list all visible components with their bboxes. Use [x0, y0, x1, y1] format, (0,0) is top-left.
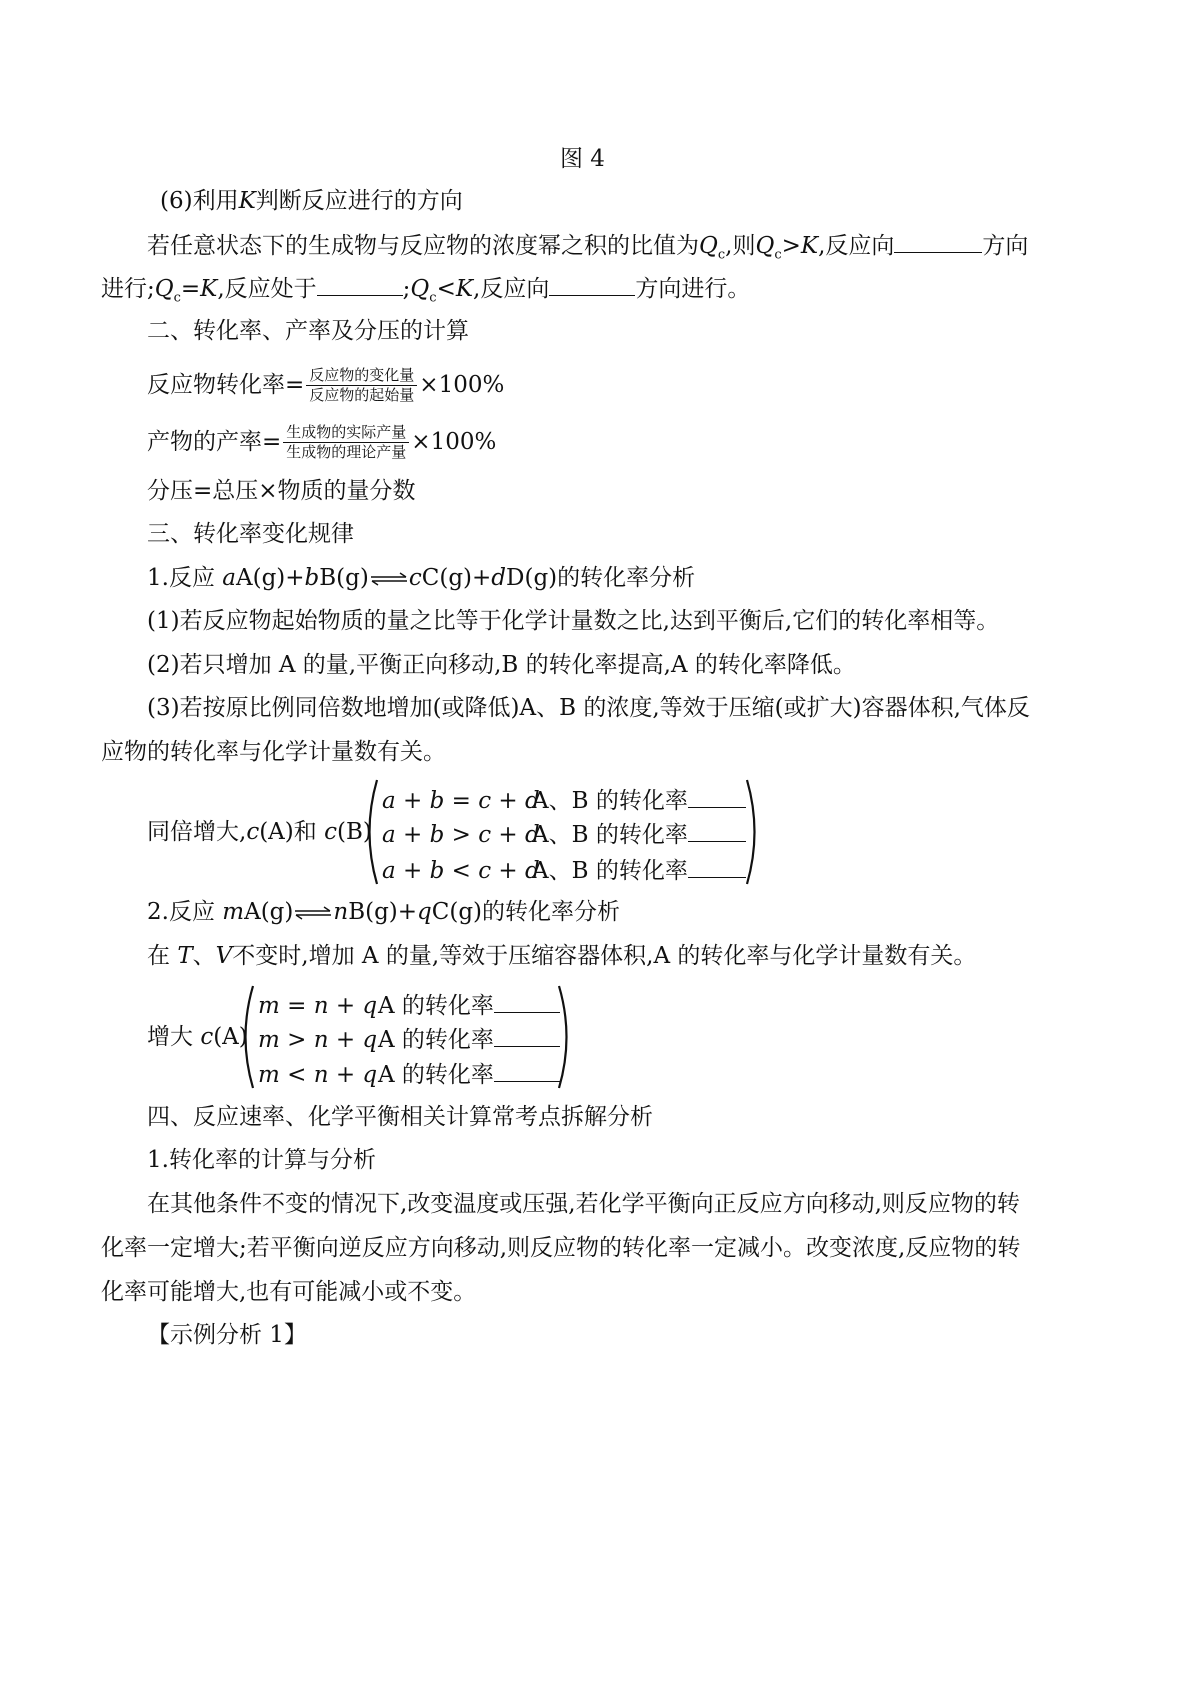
- q-paragraph-line-2: 进行$;Q_c=K$,反应处于 $;Q_c<K$,反应向 方向进行。: [101, 273, 750, 314]
- case-1-row-2: a + b > c + dA、B 的转化率: [382, 819, 746, 850]
- case-1-label: 同倍增大,c(A)和 c(B): [147, 819, 372, 845]
- equilibrium-arrow-icon: [294, 906, 332, 920]
- tv-constant-statement: 在 T、V不变时,增加 A 的量,等效于压缩容器体积,A 的转化率与化学计量数有关。: [147, 943, 977, 969]
- rule-1: (1)若反应物起始物质的量之比等于化学计量数之比,达到平衡后,它们的转化率相等。: [147, 608, 1000, 634]
- answer-blank-case1-equal[interactable]: [688, 785, 746, 808]
- answer-blank-direction-1[interactable]: [894, 230, 982, 253]
- partial-pressure-formula: 分压=总压×物质的量分数: [147, 478, 416, 504]
- answer-blank-case1-greater[interactable]: [688, 819, 746, 842]
- figure-caption: 图 4: [560, 146, 605, 172]
- conversion-rate-formula: 反应物转化率= $\frac{\text{反应物的变化量}}{\text{反应物的起始量}}$ ×100%: [147, 365, 505, 404]
- answer-blank-case2-greater[interactable]: [494, 1024, 560, 1047]
- reaction-2-heading: 2.反应 mA(g) nB(g)+qC(g)的转化率分析: [147, 899, 621, 925]
- q-paragraph-line-1: 若任意状态下的生成物与反应物的浓度幂之积的比值为$Q_c$,则$Q_c>K$,反应向 方向: [147, 230, 1028, 271]
- section-4-title: 四、反应速率、化学平衡相关计算常考点拆解分析: [147, 1104, 653, 1130]
- case-2-row-1: m = n + qA 的转化率: [258, 990, 560, 1021]
- section-4-sub-1: 1.转化率的计算与分析: [147, 1147, 376, 1173]
- answer-blank-state[interactable]: [317, 273, 403, 296]
- reaction-1-heading: 1.反应 aA(g)+bB(g) cC(g)+dD(g)的转化率分析: [147, 565, 696, 591]
- case-1-row-1: a + b = c + dA、B 的转化率: [382, 785, 746, 816]
- right-parenthesis-icon: [744, 778, 764, 886]
- case-2-row-2: m > n + qA 的转化率: [258, 1024, 560, 1055]
- answer-blank-case1-less[interactable]: [688, 855, 746, 878]
- subsection-6-heading: (6)利用K判断反应进行的方向: [160, 188, 463, 214]
- case-1-row-3: a + b < c + dA、B 的转化率: [382, 855, 746, 886]
- section-2-title: 二、转化率、产率及分压的计算: [147, 318, 469, 344]
- left-parenthesis-icon: [236, 984, 256, 1090]
- left-parenthesis-icon: [360, 778, 380, 886]
- answer-blank-case2-less[interactable]: [494, 1059, 560, 1082]
- answer-blank-case2-equal[interactable]: [494, 990, 560, 1013]
- case-2-row-3: m < n + qA 的转化率: [258, 1059, 560, 1090]
- conversion-fraction: $\frac{\text{反应物的变化量}}{\text{反应物的起始量}}$: [306, 366, 417, 405]
- section-4-para-line-1: 在其他条件不变的情况下,改变温度或压强,若化学平衡向正反应方向移动,则反应物的转: [147, 1191, 1020, 1217]
- rule-3-line-2: 应物的转化率与化学计量数有关。: [101, 739, 446, 765]
- equilibrium-arrow-icon: [370, 572, 408, 586]
- answer-blank-direction-2[interactable]: [549, 273, 635, 296]
- section-4-para-line-2: 化率一定增大;若平衡向逆反应方向移动,则反应物的转化率一定减小。改变浓度,反应物的转: [101, 1235, 1021, 1261]
- example-analysis-heading: 【示例分析 1】: [147, 1322, 307, 1348]
- rule-2: (2)若只增加 A 的量,平衡正向移动,B 的转化率提高,A 的转化率降低。: [147, 652, 856, 678]
- rule-3-line-1: (3)若按原比例同倍数地增加(或降低)A、B 的浓度,等效于压缩(或扩大)容器体积,气体反: [147, 695, 1030, 721]
- section-3-title: 三、转化率变化规律: [147, 521, 354, 547]
- yield-fraction: $\frac{\text{生成物的实际产量}}{\text{生成物的理论产量}}$: [283, 423, 409, 462]
- case-2-label: 增大 c(A): [147, 1024, 248, 1050]
- yield-formula: 产物的产率= $\frac{\text{生成物的实际产量}}{\text{生成物的理论产量}}$ ×100%: [147, 422, 497, 461]
- section-4-para-line-3: 化率可能增大,也有可能减小或不变。: [101, 1279, 477, 1305]
